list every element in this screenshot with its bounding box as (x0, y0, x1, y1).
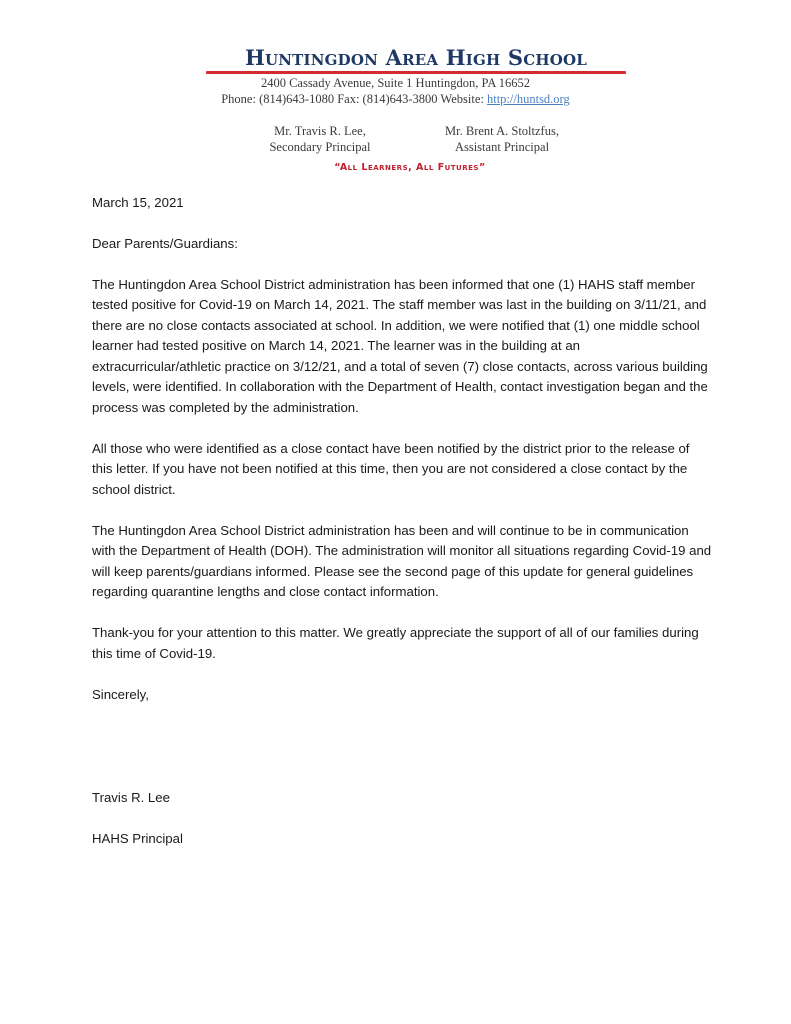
signature-space (92, 726, 712, 788)
letter-date: March 15, 2021 (92, 195, 184, 210)
paragraph-doh-communication: The Huntingdon Area School District administration has been and will continue to be in communication with the Department of Health (DOH). The administration will monitor all situations regarding Covid-19 and will keep parents/guardians informed. Please see the second page of this update for general guidelines regarding quarantine lengths and close contact information. (92, 522, 712, 599)
phone-fax-text: Phone: (814)643-1080 Fax: (814)643-3800 Website: (221, 92, 487, 106)
staff-assistant-principal (432, 123, 572, 155)
signer-name: Travis R. Lee (92, 789, 170, 805)
school-contact-line (0, 92, 791, 107)
letter-body (92, 193, 712, 870)
letter-closing: Sincerely, (92, 686, 149, 702)
title-underline-rule (206, 71, 626, 74)
school-address: 2400 Cassady Avenue, Suite 1 Huntingdon, PA 16652 (260, 76, 531, 90)
staff-title: Assistant Principal (454, 140, 550, 154)
paragraph-close-contacts: All those who were identified as a close contact have been notified by the district prior to the release of this letter. If you have not been notified at this time, then you are not considered a close contact by the school district. (92, 440, 690, 497)
paragraph-thank-you: Thank-you for your attention to this matter. We greatly appreciate the support of all of our families during this time of Covid-19. (92, 625, 699, 661)
letter-salutation: Dear Parents/Guardians: (92, 235, 238, 251)
staff-title: Secondary Principal (269, 140, 371, 154)
staff-secondary-principal (255, 123, 385, 155)
letterhead (0, 0, 791, 190)
school-motto: “All Learners, All Futures” (334, 162, 486, 173)
staff-name: Mr. Brent A. Stoltzfus, (445, 124, 559, 138)
staff-name: Mr. Travis R. Lee, (274, 124, 366, 138)
school-name-title: Huntingdon Area High School (244, 45, 588, 70)
paragraph-positive-cases: The Huntingdon Area School District administration has been informed that one (1) HAHS staff member tested positive for Covid-19 on March 14, 2021. The staff member was last in the building on 3/11/21, and there are no close contacts associated at school. In addition, we were notified that (1) one middle school learner had tested positive on March 14, 2021. The learner was in the building at an extracurricular/athletic practice on 3/12/21, and a total of seven (7) close contacts, across various building levels, were identified. In collaboration with the Department of Health, contact investigation began and the process was completed by the administration. (92, 276, 708, 415)
website-link[interactable]: http://huntsd.org (486, 92, 570, 106)
signer-title: HAHS Principal (92, 830, 183, 846)
